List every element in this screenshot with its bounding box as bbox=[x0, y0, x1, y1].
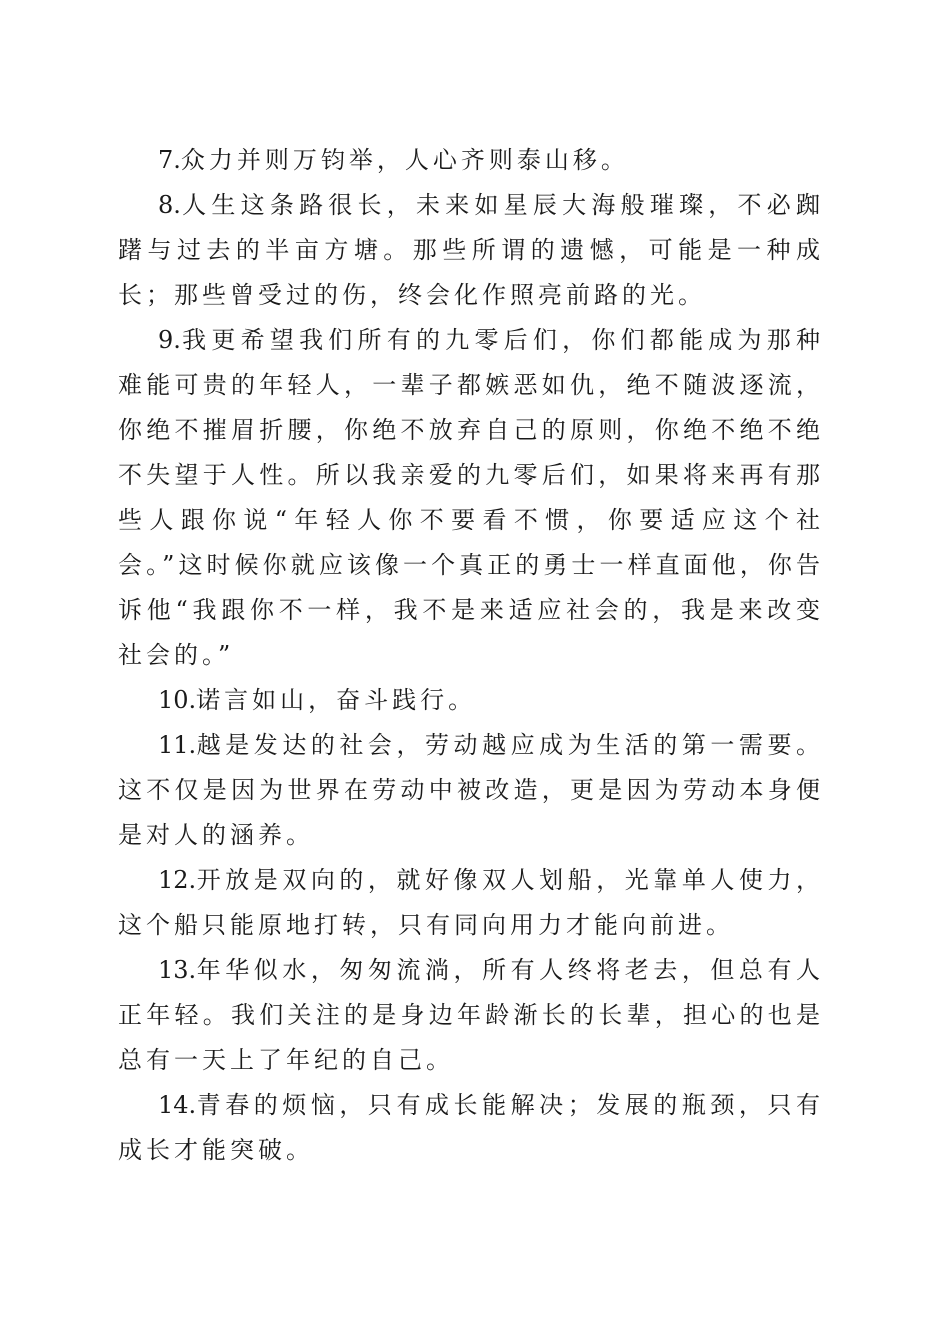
paragraph-number: 9. bbox=[158, 326, 181, 354]
paragraph-13 bbox=[118, 948, 824, 1083]
paragraph-number: 12. bbox=[158, 866, 197, 894]
paragraph-14 bbox=[118, 1083, 824, 1173]
paragraph-text: 我更希望我们所有的九零后们，你们都能成为那种难能可贵的年轻人，一辈子都嫉恶如仇，绝不随波逐流，你绝不摧眉折腰，你绝不放弃自己的原则，你绝不绝不绝不失望于人性。所以我亲爱的九零后们，如果将来再有那些人跟你说“年轻人你不要看不惯，你要适应这个社会。”这时候你就应该像一个真正的勇士一样直面他，你告诉他“我跟你不一样，我不是来适应社会的，我是来改变社会的。” bbox=[118, 326, 824, 669]
paragraph-number: 10. bbox=[158, 686, 197, 714]
paragraph-11 bbox=[118, 723, 824, 858]
paragraph-number: 8. bbox=[158, 191, 181, 219]
paragraph-10 bbox=[118, 678, 824, 723]
paragraph-number: 7. bbox=[158, 146, 181, 174]
paragraph-text: 诺言如山，奋斗践行。 bbox=[196, 686, 477, 714]
paragraph-7 bbox=[118, 138, 824, 183]
paragraph-12 bbox=[118, 858, 824, 948]
paragraph-number: 11. bbox=[158, 731, 197, 759]
paragraph-text: 开放是双向的，就好像双人划船，光靠单人使力，这个船只能原地打转，只有同向用力才能向前进。 bbox=[118, 866, 824, 939]
paragraph-9 bbox=[118, 318, 824, 678]
paragraph-number: 14. bbox=[158, 1091, 197, 1119]
paragraph-number: 13. bbox=[158, 956, 197, 984]
paragraph-text: 越是发达的社会，劳动越应成为生活的第一需要。这不仅是因为世界在劳动中被改造，更是因为劳动本身便是对人的涵养。 bbox=[118, 731, 824, 849]
paragraph-text: 众力并则万钧举，人心齐则泰山移。 bbox=[180, 146, 629, 174]
paragraph-text: 青春的烦恼，只有成长能解决；发展的瓶颈，只有成长才能突破。 bbox=[118, 1091, 824, 1164]
paragraph-text: 人生这条路很长，未来如星辰大海般璀璨，不必踟躇与过去的半亩方塘。那些所谓的遗憾，可能是一种成长；那些曾受过的伤，终会化作照亮前路的光。 bbox=[118, 191, 824, 309]
paragraph-8 bbox=[118, 183, 824, 318]
paragraph-text: 年华似水，匆匆流淌，所有人终将老去，但总有人正年轻。我们关注的是身边年龄渐长的长辈，担心的也是总有一天上了年纪的自己。 bbox=[118, 956, 824, 1074]
document-body bbox=[118, 138, 824, 1173]
